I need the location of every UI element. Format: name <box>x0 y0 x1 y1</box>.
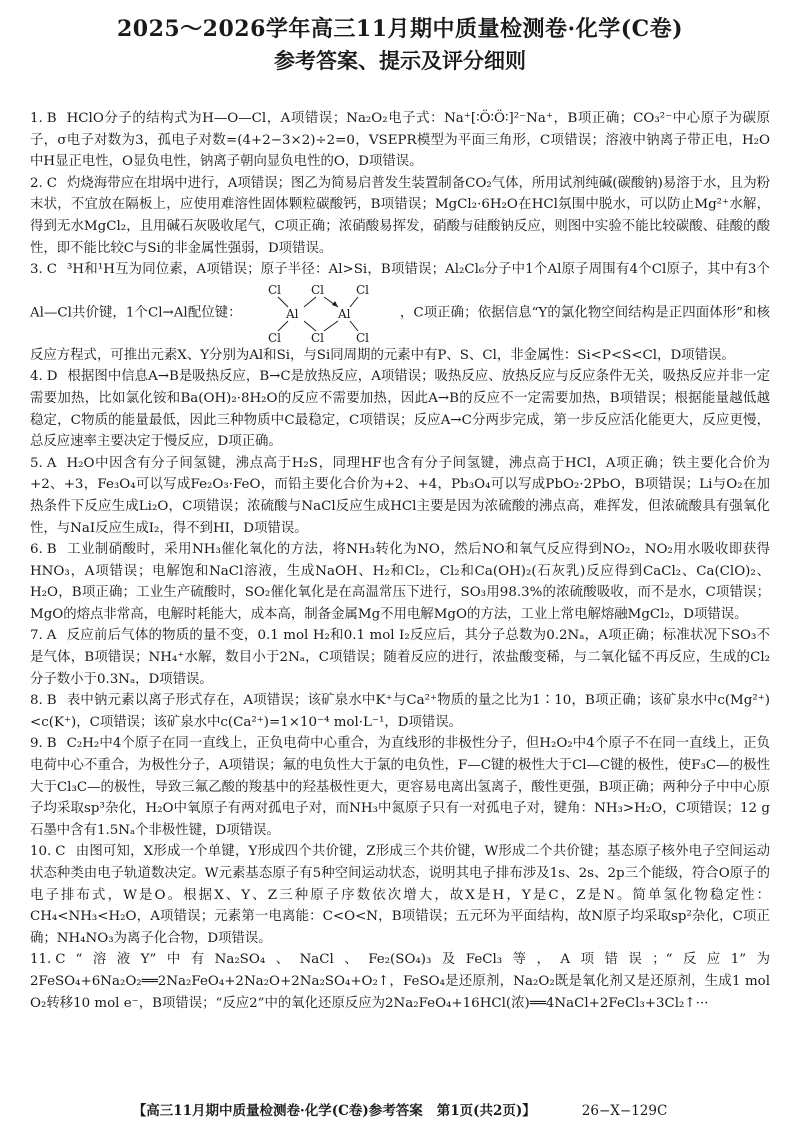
page-subtitle: 参考答案、提示及评分细则 <box>274 48 526 73</box>
item-explanation: 灼烧海带应在坩埚中进行，A项错误；图乙为简易启普发生装置制备CO₂气体，所用试剂纯碱(碳酸钠)易溶于水，且为粉末状，不宜放在隔板上，应使用难溶性固体颗粒碳酸钙，B项错误；MgCl₂·6H₂O在HCl氛围中脱水，可以防止Mg²⁺水解，得到无水MgCl₂，且用碱石灰吸收尾气，C项正确；浓硝酸易挥发，硝酸与硅酸钠反应，则图中实验不能比较碳酸、硅酸的酸性，即不能比较C与Si的非金属性强弱，D项错误。 <box>30 175 770 256</box>
atom-label: Cl <box>310 282 324 297</box>
item-number: 5. <box>30 455 43 471</box>
answer-item-11 <box>30 949 770 1014</box>
al2cl6-structure-diagram <box>246 281 396 345</box>
item-answer: B <box>46 736 57 752</box>
item-answer: D <box>46 369 58 385</box>
answer-item-7 <box>30 625 770 690</box>
atom-label: Cl <box>355 282 369 297</box>
answer-list <box>30 108 770 1014</box>
answer-item-1 <box>30 108 770 173</box>
item-answer: B <box>46 693 57 709</box>
answer-item-2 <box>30 173 770 259</box>
item-number: 9. <box>30 736 43 752</box>
item-explanation: C₂H₂中4个原子在同一直线上，正负电荷中心重合，为直线形的非极性分子，但H₂O₂中4个原子不在同一直线上，正负电荷中心不重合，为极性分子，A项错误；氟的电负性大于氯的电负性，F—C键的极性大于Cl—C键的极性，使F₃C—的极性大于Cl₃C—的极性，导致三氟乙酸的羧基中的羟基极性更大，更容易电离出氢离子，酸性更强，B项正确；两种分子中中心原子均采取sp³杂化，H₂O中氧原子有两对孤电子对，而NH₃中氮原子只有一对孤电子对，键角：NH₃>H₂O，C项错误；12 g石墨中含有1.5Nₐ个非极性键，D项错误。 <box>30 736 770 838</box>
answer-item-6 <box>30 539 770 625</box>
footer-code: 26−X−129C <box>581 1103 668 1119</box>
item-explanation: H₂O中因含有分子间氢键，沸点高于H₂S，同理HF也含有分子间氢键，沸点高于HCl，A项正确；铁主要化合价为+2、+3，Fe₃O₄可以写成Fe₂O₃·FeO，而铅主要化合价为+2、+4，Pb₃O₄可以写成PbO₂·2PbO，B项错误；Li与O₂在加热条件下反应生成Li₂O，C项错误；浓硫酸与NaCl反应生成HCl主要是因为浓硫酸的沸点高，难挥发，但浓硫酸具有强氧化性，与NaI反应生成I₂，得不到HI，D项错误。 <box>30 455 770 536</box>
atom-label: Al <box>285 306 299 321</box>
answer-item-5 <box>30 453 770 539</box>
atom-label: Cl <box>355 330 369 345</box>
atom-label: Cl <box>310 330 324 345</box>
atom-label: Al <box>337 306 351 321</box>
item-answer: A <box>46 455 57 471</box>
item-answer: B <box>46 111 57 126</box>
item-number: 1. <box>30 111 43 126</box>
item-explanation: “溶液Y”中有Na₂SO₄、NaCl、Fe₂(SO₄)₃及FeCl₃等，A项错误；“反应1”为2FeSO₄+6Na₂O₂══2Na₂FeO₄+2Na₂O+2Na₂SO₄+O₂↑，FeSO₄是还原剂，Na₂O₂既是氧化剂又是还原剂，生成1 mol O₂转移10 mol e⁻，B项错误；“反应2”中的氧化还原反应为2Na₂FeO₄+16HCl(浓)══4NaCl+2FeCl₃+3Cl₂↑··· <box>30 952 770 1011</box>
item-answer: A <box>46 628 57 644</box>
item-explanation: 由图可知，X形成一个单键，Y形成四个共价键，Z形成三个共价键，W形成二个共价键；基态原子核外电子空间运动状态种类由电子轨道数决定。W元素基态原子有5种空间运动状态，说明其电子排布涉及1s、2s、2p三个能级，符合O原子的电子排布式，W是O。根据X、Y、Z三种原子序数依次增大，故X是H，Y是C，Z是N。简单氢化物稳定性：CH₄<NH₃<H₂O，A项错误；元素第一电离能：C<O<N，B项错误；五元环为平面结构，故N原子均采取sp²杂化，C项正确；NH₄NO₃为离子化合物，D项错误。 <box>30 844 770 946</box>
item-explanation-cont: ，C项正确；依据信息“Y的氯化物空间结构是正四面体形”和核反应方程式，可推出元素X、Y分别为Al和Si，与Si同周期的元素中有P、S、Cl，非金属性：Si<P<S<Cl，D项错误。 <box>30 305 770 363</box>
item-answer: C <box>55 952 66 968</box>
item-explanation: 工业制硝酸时，采用NH₃催化氧化的方法，将NH₃转化为NO，然后NO和氧气反应得到NO₂，NO₂用水吸收即获得HNO₃，A项错误；电解饱和NaCl溶液，生成NaOH、H₂和Cl₂，Cl₂和Ca(OH)₂(石灰乳)反应得到CaCl₂、Ca(ClO)₂、H₂O，B项正确；工业生产硫酸时，SO₂催化氧化是在高温常压下进行，SO₃用98.3%的浓硫酸吸收，而不是水，C项错误；MgO的熔点非常高，电解时耗能大，成本高，制备金属Mg不用电解MgO的方法，工业上常电解熔融MgCl₂，D项错误。 <box>30 542 770 622</box>
footer-page-number: 第1页(共2页)】 <box>436 1103 536 1119</box>
item-number: 3. <box>30 262 43 278</box>
item-number: 10. <box>30 844 52 860</box>
atom-label: Cl <box>267 282 281 297</box>
answer-item-4 <box>30 366 770 452</box>
item-explanation: HClO分子的结构式为H—O—Cl，A项错误；Na₂O₂电子式：Na⁺[∶Ö∶Ö∶]²⁻Na⁺，B项正确；CO₃²⁻中心原子为碳原子，σ电子对数为3，孤电子对数=(4+2−3×2)÷2=0，VSEPR模型为平面三角形，C项错误；溶液中钠离子带正电，H₂O中H显正电性，O显负电性，钠离子朝向显负电性的O，D项错误。 <box>30 111 770 170</box>
item-answer: C <box>46 262 58 278</box>
item-number: 7. <box>30 628 43 644</box>
answer-item-8 <box>30 690 770 733</box>
item-number: 6. <box>30 542 43 558</box>
item-explanation: 反应前后气体的物质的量不变，0.1 mol H₂和0.1 mol I₂反应后，其分子总数为0.2Nₐ，A项正确；标准状况下SO₃不是气体，B项错误；NH₄⁺水解，数目小于2Nₐ，C项错误；随着反应的进行，浓盐酸变稀，与二氧化锰不再反应，生成的Cl₂分子数小于0.3Nₐ，D项错误。 <box>30 628 770 687</box>
item-explanation: 根据图中信息A→B是吸热反应，B→C是放热反应，A项错误；吸热反应、放热反应与反应条件无关，吸热反应并非一定需要加热，比如氯化铵和Ba(OH)₂·8H₂O的反应不需要加热，因此A→B的反应不一定需要加热，B项错误；根据能量越低越稳定，C物质的能量最低，因此三种物质中C最稳定，C项错误；反应A→C分两步完成，第一步反应活化能更大，反应更慢，总反应速率主要决定于慢反应，D项正确。 <box>30 369 770 450</box>
footer-title: 【高三11月期中质量检测卷·化学(C卷)参考答案 <box>132 1103 423 1119</box>
item-answer: C <box>55 844 66 860</box>
item-number: 11. <box>30 952 52 968</box>
page-title: 2025～2026学年高三11月期中质量检测卷·化学(C卷) <box>116 16 684 42</box>
item-number: 8. <box>30 693 43 709</box>
item-explanation: ³H和¹H互为同位素，A项错误；原子半径：Al>Si，B项错误；Al₂Cl₆分子中1个Al原子周围有4个Cl原子，其中有3个Al—Cl共价键，1个Cl→Al配位键： <box>30 262 770 321</box>
item-answer: B <box>46 542 57 558</box>
item-explanation: 表中钠元素以离子形式存在，A项错误；该矿泉水中K⁺与Ca²⁺物质的量之比为1∶10，B项正确；该矿泉水中c(Mg²⁺)<c(K⁺)，C项错误；该矿泉水中c(Ca²⁺)=1×10⁻⁴ mol·L⁻¹，D项错误。 <box>30 693 770 730</box>
item-number: 2. <box>30 175 43 191</box>
answer-item-3 <box>30 259 770 366</box>
answer-item-9 <box>30 733 770 841</box>
page-footer <box>0 1099 800 1119</box>
item-answer: C <box>46 175 58 191</box>
item-number: 4. <box>30 369 43 385</box>
atom-label: Cl <box>267 330 281 345</box>
answer-item-10 <box>30 841 770 949</box>
